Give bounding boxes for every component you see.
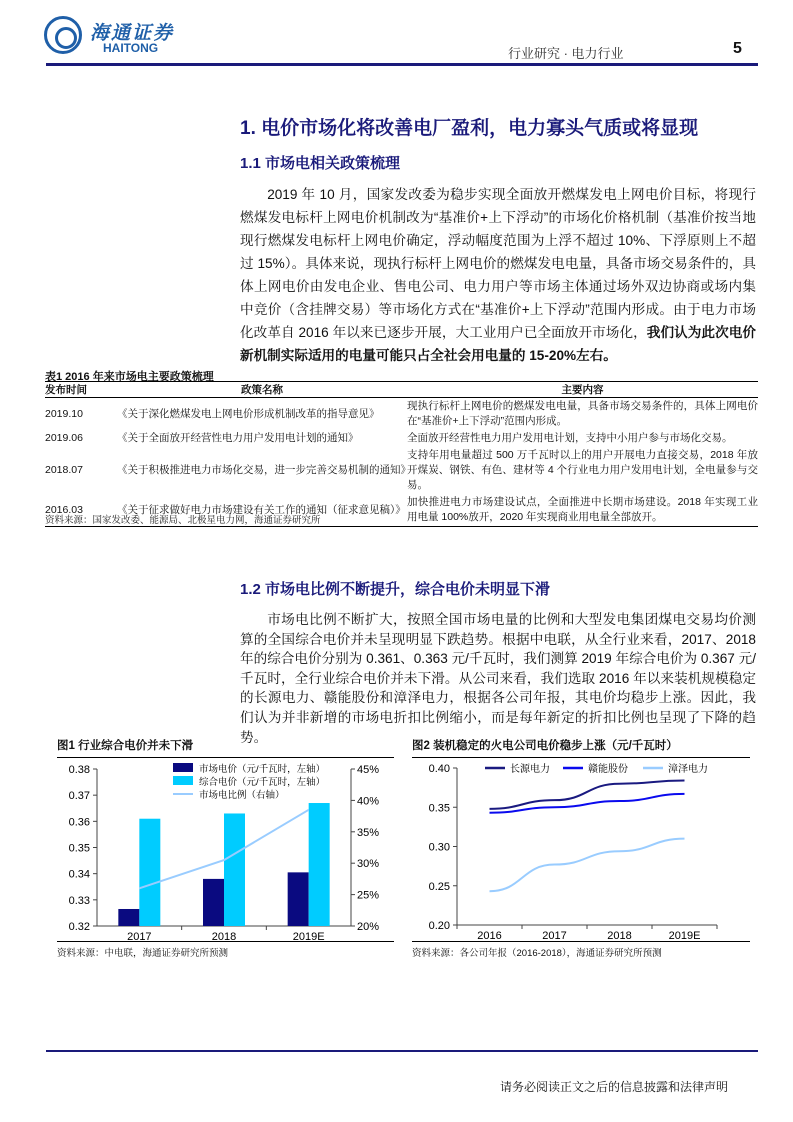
y-tick-label: 0.36 bbox=[68, 816, 90, 829]
table-title: 表1 2016 年来市场电主要政策梳理 bbox=[45, 371, 214, 383]
legend-label: 市场电价（元/千瓦时，左轴） bbox=[199, 764, 326, 775]
logo-cn: 海通证券 bbox=[90, 23, 175, 44]
x-tick-label: 2016 bbox=[477, 930, 502, 942]
legend-swatch bbox=[173, 763, 193, 772]
legend-label: 长源电力 bbox=[510, 764, 550, 775]
x-tick-label: 2018 bbox=[211, 931, 237, 943]
col-header: 主要内容 bbox=[407, 382, 758, 398]
logo-en: HAITONG bbox=[103, 41, 159, 55]
header-section: 行业研究 · 电力行业 bbox=[508, 46, 624, 61]
date-cell: 2019.06 bbox=[45, 432, 83, 444]
bar-market-price bbox=[288, 872, 309, 926]
paragraph-bold: 我们认为此次电价新机制实际适用的电量可能只占全社会用电量的 15-20%左右。 bbox=[240, 325, 757, 363]
footer-divider bbox=[46, 1050, 758, 1052]
policy-table bbox=[45, 381, 758, 527]
x-tick-label: 2017 bbox=[542, 930, 567, 942]
subsection-title: 1.2 市场电比例不断提升，综合电价未明显下滑 bbox=[240, 581, 551, 598]
body-paragraph: 市场电比例不断扩大，按照全国市场电量的比例和大型发电集团煤电交易均价测算的全国综合电价并未呈现明显下跌趋势。根据中电联，从全行业来看，2017、2018 年的综合电价分别为 0.361、0.363 元/千瓦时，我们测算 2019 年综合电价为 0.367 元/千瓦时，全行业综合电价并未下滑。从公司来看，我们选取 2016 年以来装机规模稳定的长源电力、赣能股份和漳泽电力，根据各公司年报，其电价均稳步上涨。因此，我们认为并非新增的市场电折扣比例缩小，而是每年新定的折扣比例也呈现了下降的趋势。 bbox=[240, 612, 756, 745]
chart-2 bbox=[405, 755, 750, 950]
bar-composite-price bbox=[139, 819, 160, 926]
body-paragraph bbox=[240, 183, 756, 367]
col-header: 政策名称 bbox=[117, 382, 407, 398]
series-line bbox=[490, 839, 685, 892]
bar-composite-price bbox=[309, 803, 330, 926]
y2-tick-label: 45% bbox=[357, 764, 380, 776]
x-tick-label: 2019E bbox=[292, 931, 325, 943]
y-tick-label: 0.35 bbox=[68, 842, 90, 855]
y-tick-label: 0.30 bbox=[428, 841, 450, 854]
y-tick-label: 0.38 bbox=[68, 764, 90, 776]
date-cell: 2018.07 bbox=[45, 464, 83, 476]
date-cell: 2019.10 bbox=[45, 407, 83, 420]
header-divider bbox=[46, 63, 758, 66]
figure-source: 资料来源：各公司年报（2016-2018），海通证券研究所预测 bbox=[412, 941, 750, 959]
policy-cell: 《关于全面放开经营性电力用户发用电计划的通知》 bbox=[117, 432, 359, 444]
bar-composite-price bbox=[224, 813, 245, 926]
figure-source: 资料来源：中电联，海通证券研究所预测 bbox=[57, 941, 394, 959]
legend-label: 漳泽电力 bbox=[668, 764, 708, 775]
section-title: 1. 电价市场化将改善电厂盈利，电力寡头气质或将显现 bbox=[240, 118, 699, 139]
y2-tick-label: 25% bbox=[357, 889, 380, 902]
y-tick-label: 0.25 bbox=[428, 880, 450, 893]
figure-title: 图2 装机稳定的火电公司电价稳步上涨（元/千瓦时） bbox=[412, 737, 750, 758]
subsection-title: 1.1 市场电相关政策梳理 bbox=[240, 155, 401, 172]
x-tick-label: 2018 bbox=[607, 930, 632, 942]
y2-tick-label: 30% bbox=[357, 858, 380, 871]
y2-tick-label: 40% bbox=[357, 795, 380, 808]
content-cell: 现执行标杆上网电价的燃煤发电电量，具备市场交易条件的，具体上网电价在“基准价+上下浮动”范围内形成。 bbox=[407, 400, 758, 427]
y-tick-label: 0.20 bbox=[428, 920, 450, 932]
paragraph-text: 2019 年 10 月，国家发改委为稳步实现全面放开燃煤发电上网电价目标，将现行燃煤发电标杆上网电价机制改为“基准价+上下浮动”的市场化价格机制（基准价按当地现行燃煤发电标杆上网电价确定，浮动幅度范围为上浮不超过 10%、下浮原则上不超过 15%）。具体来说，现执行标杆上网电价的燃煤发电电量，具备市场交易条件的，具体上网电价由发电企业、售电公司、电力用户等市场主体通过场外双边协商或场内集中竞价（含挂牌交易）等市场化方式在“基准价+上下浮动”范围内形成。由于电力市场化改革自 2016 年以来已逐步开展，大工业用户已全面放开市场化， bbox=[240, 187, 756, 340]
y-tick-label: 0.35 bbox=[428, 802, 450, 815]
legend-label: 市场电比例（右轴） bbox=[199, 790, 285, 801]
content-cell: 加快推进电力市场建设试点，全面推进中长期市场建设。2018 年实现工业用电量 100%放开，2020 年实现商业用电量全部放开。 bbox=[407, 494, 758, 527]
bar-market-price bbox=[118, 909, 139, 926]
figure-title: 图1 行业综合电价并未下滑 bbox=[57, 737, 394, 758]
legend-label: 综合电价（元/千瓦时，左轴） bbox=[199, 777, 326, 788]
legend-label: 赣能股份 bbox=[588, 764, 628, 775]
col-header: 发布时间 bbox=[45, 382, 117, 398]
content-cell: 支持年用电量超过 500 万千瓦时以上的用户开展电力直接交易，2018 年放开煤炭、钢铁、有色、建材等 4 个行业电力用户发用电计划，全电量参与交易。 bbox=[407, 449, 758, 491]
table-row bbox=[45, 430, 758, 447]
bar-market-price bbox=[203, 879, 224, 926]
policy-cell: 《关于积极推进电力市场化交易，进一步完善交易机制的通知》 bbox=[117, 464, 411, 476]
legend-swatch bbox=[173, 776, 193, 785]
footer-disclaimer: 请务必阅读正文之后的信息披露和法律声明 bbox=[500, 1080, 729, 1094]
series-line bbox=[490, 794, 685, 813]
content-cell: 全面放开经营性电力用户发用电计划，支持中小用户参与市场化交易。 bbox=[407, 432, 733, 444]
haitong-logo-icon bbox=[44, 16, 82, 54]
x-tick-label: 2017 bbox=[127, 931, 152, 943]
y-tick-label: 0.32 bbox=[68, 921, 90, 933]
table-row bbox=[45, 398, 758, 431]
chart-1 bbox=[55, 755, 395, 950]
y2-tick-label: 35% bbox=[357, 826, 380, 839]
table-row bbox=[45, 447, 758, 494]
page-number: 5 bbox=[733, 40, 742, 57]
policy-cell: 《关于征求做好电力市场建设有关工作的通知（征求意见稿）》 bbox=[117, 494, 407, 527]
y-tick-label: 0.40 bbox=[428, 763, 450, 775]
y-tick-label: 0.37 bbox=[68, 790, 90, 803]
y-tick-label: 0.34 bbox=[68, 868, 90, 881]
y-tick-label: 0.33 bbox=[68, 894, 90, 907]
y2-tick-label: 20% bbox=[357, 921, 380, 933]
x-tick-label: 2019E bbox=[668, 930, 701, 942]
table-source: 资料来源：国家发改委、能源局、北极星电力网，海通证券研究所 bbox=[45, 515, 321, 526]
date-cell: 2016.03 bbox=[45, 494, 117, 527]
policy-cell: 《关于深化燃煤发电上网电价形成机制改革的指导意见》 bbox=[117, 407, 380, 420]
